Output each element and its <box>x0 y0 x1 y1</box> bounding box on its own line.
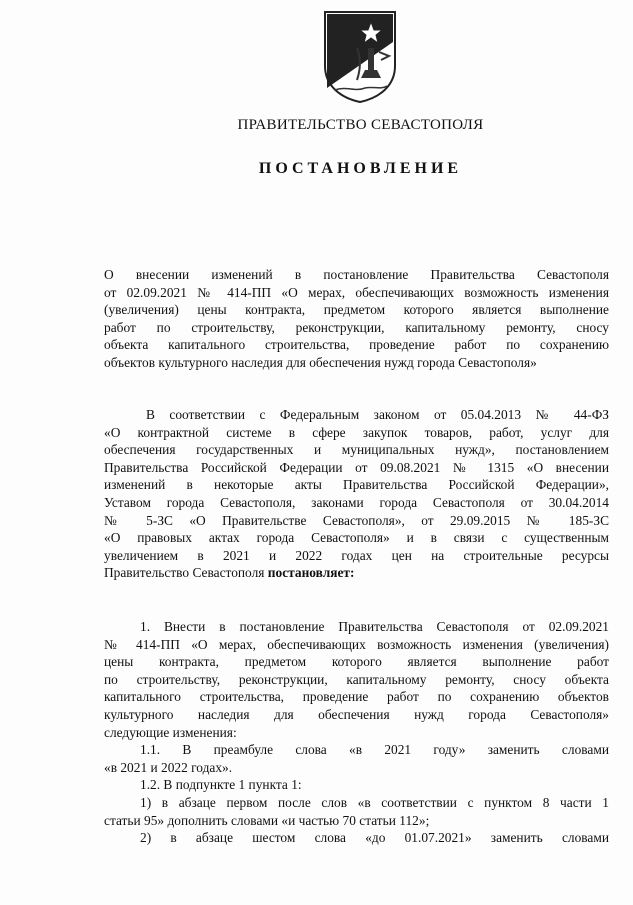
subject-line: от 02.09.2021 № 414-ПП «О мерах, обеспечивающих возможность изменения <box>104 284 609 300</box>
organization-name: ПРАВИТЕЛЬСТВО СЕВАСТОПОЛЯ <box>237 117 484 133</box>
body-line: «в 2021 и 2022 годах». <box>104 759 233 775</box>
body-line: № 414-ПП «О мерах, обеспечивающих возможность изменения (увеличения) <box>104 636 609 652</box>
body-line: цены контракта, предметом которого является выполнение работ <box>104 654 609 670</box>
body-line: 1) в абзаце первом после слов «в соответствии с пунктом 8 части 1 <box>140 794 609 810</box>
body-line: 1.1. В преамбуле слова «в 2021 году» заменить словами <box>140 742 609 758</box>
sevastopol-coat-of-arms-icon <box>321 8 399 104</box>
document-type-title: ПОСТАНОВЛЕНИЕ <box>258 160 463 177</box>
preamble-line: «О правовых актах города Севастополя» и в связи с существенным <box>104 530 609 546</box>
subject-line: объектов культурного наследия для обеспечения нужд города Севастополя» <box>104 354 537 370</box>
preamble-block <box>104 406 609 582</box>
body-line: статьи 95» дополнить словами «и частью 70 статьи 112»; <box>104 812 430 828</box>
subject-line: работ по строительству, реконструкции, капитальному ремонту, сносу <box>104 319 609 335</box>
preamble-line: Правительства Российской Федерации от 09.08.2021 № 1315 «О внесении <box>104 459 609 475</box>
preamble-line: «О контрактной системе в сфере закупок товаров, работ, услуг для <box>104 424 609 440</box>
subject-line: объекта капитального строительства, проведение работ по сохранению <box>104 337 609 353</box>
preamble-line: № 5-ЗС «О Правительстве Севастополя», от 29.09.2015 № 185-ЗС <box>104 512 609 528</box>
subject-block <box>104 266 609 372</box>
preamble-line: изменений в некоторые акты Правительства Российской Федерации», <box>104 477 609 493</box>
preamble-line: В соответствии с Федеральным законом от 05.04.2013 № 44-ФЗ <box>146 407 609 422</box>
body-line: культурного наследия для обеспечения нужд города Севастополя» <box>104 706 609 722</box>
subject-line: (увеличения) цены контракта, предметом которого является выполнение <box>104 302 609 318</box>
body-line: 1.2. В подпункте 1 пункта 1: <box>140 777 302 793</box>
body-line: капитального строительства, проведение работ по сохранению объектов <box>104 689 609 705</box>
body-line: 1. Внести в постановление Правительства Севастополя от 02.09.2021 <box>140 619 609 634</box>
subject-line: О внесении изменений в постановление Правительства Севастополя <box>104 267 609 282</box>
preamble-final-text: Правительство Севастополя <box>104 565 268 581</box>
preamble-line: обеспечения государственных и муниципальных нужд», постановлением <box>104 442 609 458</box>
decree-verb: постановляет: <box>267 565 355 581</box>
body-line: по строительству, реконструкции, капитальному ремонту, сносу объекта <box>104 671 609 687</box>
preamble-line-final <box>104 564 609 582</box>
preamble-line: Уставом города Севастополя, законами города Севастополя от 30.04.2014 <box>104 494 609 510</box>
body-line: следующие изменения: <box>104 724 237 740</box>
decree-body <box>104 618 609 847</box>
preamble-line: увеличением в 2021 и 2022 годах цен на строительные ресурсы <box>104 547 609 563</box>
body-line: 2) в абзаце шестом слова «до 01.07.2021» заменить словами <box>140 830 609 846</box>
